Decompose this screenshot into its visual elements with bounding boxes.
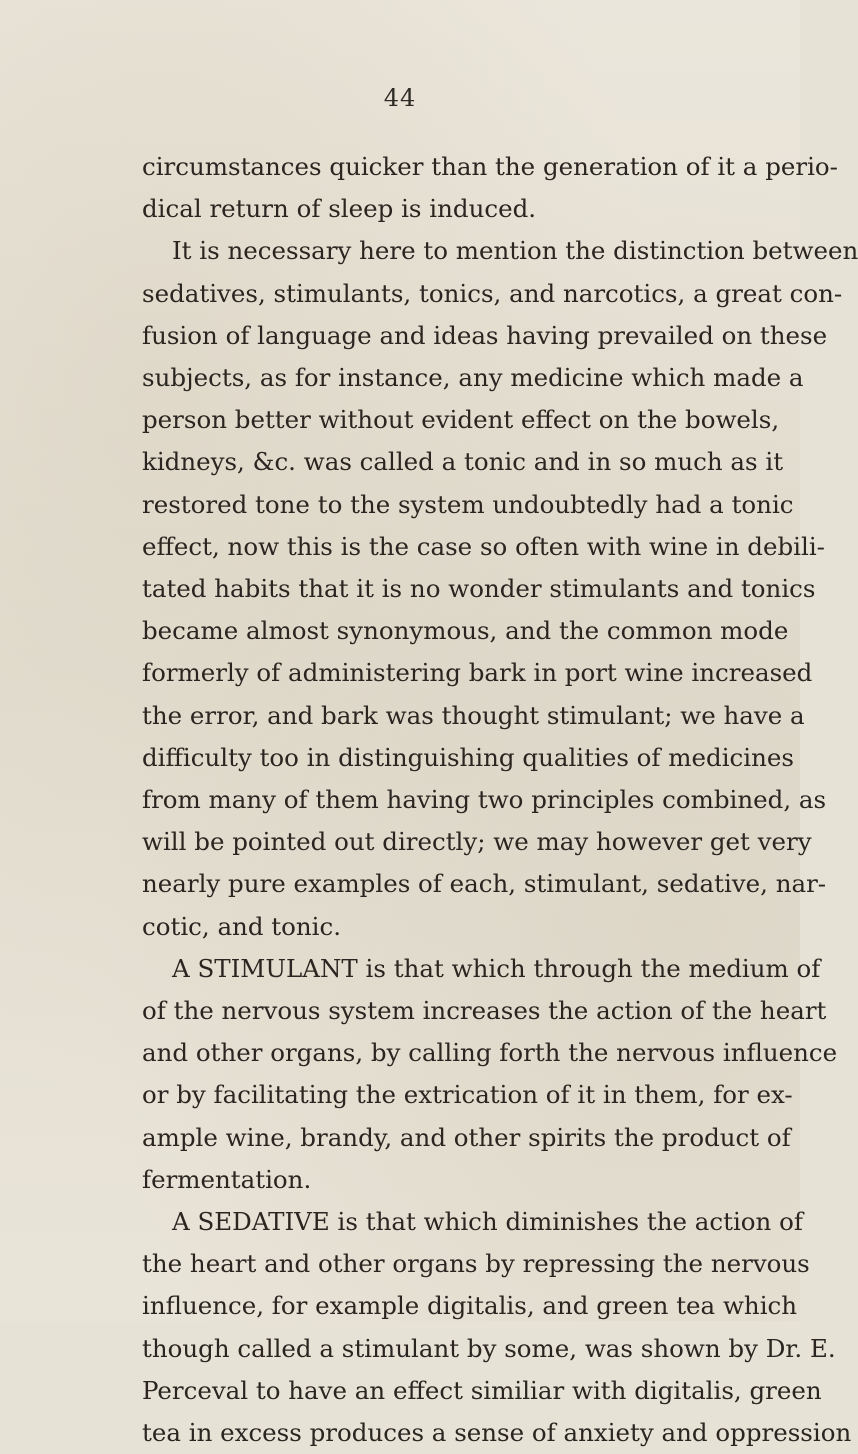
text-line: ample wine, brandy, and other spirits the product of	[142, 1122, 791, 1152]
body-text	[142, 146, 858, 1454]
page-number: 44	[383, 84, 417, 112]
text-line: circumstances quicker than the generation of it a perio-	[142, 152, 838, 181]
text-line: fermentation.	[142, 1164, 312, 1194]
text-line: kidneys, &c. was called a tonic and in so much as it	[142, 447, 784, 477]
text-line: A STIMULANT is that which through the medium of	[172, 953, 821, 983]
text-line: the heart and other organs by repressing the nervous	[142, 1249, 810, 1279]
text-line: of the nervous system increases the action of the heart	[142, 996, 827, 1026]
text-line: dical return of sleep is induced.	[142, 194, 537, 224]
text-line: person better without evident effect on the bowels,	[142, 405, 780, 435]
text-line: A SEDATIVE is that which diminishes the action of	[172, 1207, 803, 1237]
text-line: tated habits that it is no wonder stimulants and tonics	[142, 574, 816, 604]
text-line: difficulty too in distinguishing qualities of medicines	[142, 742, 794, 772]
text-line: nearly pure examples of each, stimulant, sedative, nar-	[142, 869, 827, 899]
text-line: though called a stimulant by some, was shown by Dr. E.	[142, 1333, 836, 1363]
text-line: the error, and bark was thought stimulant; we have a	[142, 700, 805, 730]
text-line: became almost synonymous, and the common mode	[142, 616, 789, 646]
text-line: or by facilitating the extrication of it in them, for ex-	[142, 1080, 793, 1110]
text-line: influence, for example digitalis, and green tea which	[142, 1291, 798, 1321]
text-line: restored tone to the system undoubtedly had a tonic	[142, 489, 794, 519]
text-line: sedatives, stimulants, tonics, and narcotics, a great con-	[142, 278, 843, 308]
text-line: from many of them having two principles combined, as	[142, 785, 827, 815]
text-line: tea in excess produces a sense of anxiety and oppression	[142, 1418, 852, 1448]
text-line: and other organs, by calling forth the nervous influence	[142, 1038, 838, 1068]
text-line: subjects, as for instance, any medicine which made a	[142, 363, 804, 393]
text-line: Perceval to have an effect similiar with digitalis, green	[142, 1375, 822, 1405]
text-line: fusion of language and ideas having prevailed on these	[142, 320, 828, 350]
text-line: formerly of administering bark in port wine increased	[142, 658, 813, 688]
text-line: effect, now this is the case so often with wine in debili-	[142, 531, 825, 561]
text-line: It is necessary here to mention the distinction between	[172, 236, 858, 266]
text-line: will be pointed out directly; we may however get very	[142, 827, 812, 857]
text-line: cotic, and tonic.	[142, 911, 342, 941]
